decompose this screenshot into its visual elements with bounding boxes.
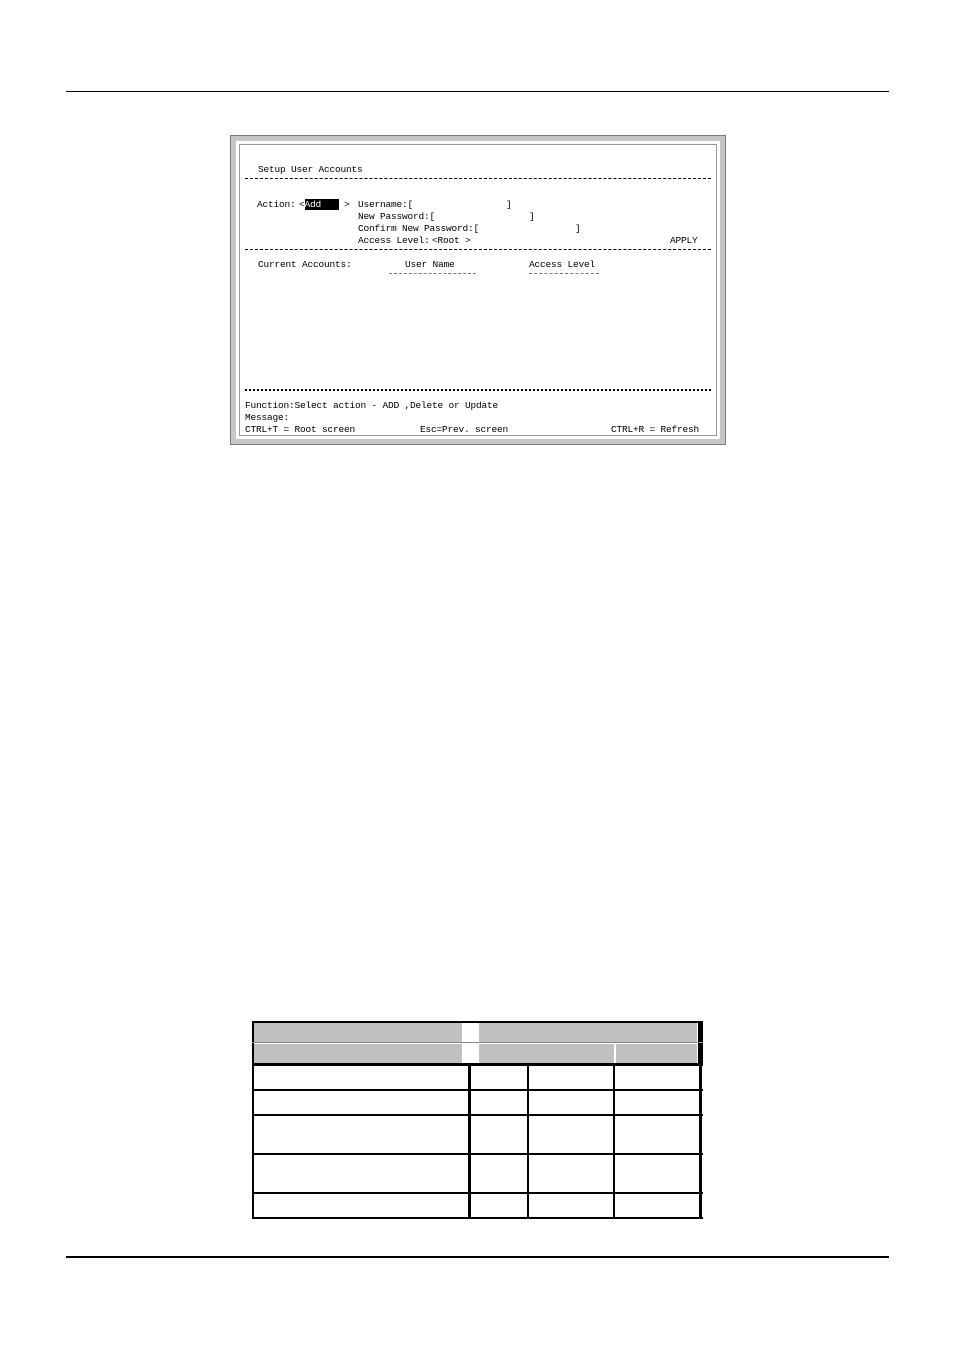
footer-prev-screen: Esc=Prev. screen bbox=[420, 424, 509, 435]
action-label: Action: bbox=[257, 199, 296, 210]
username-close: ] bbox=[506, 199, 512, 210]
table-border bbox=[252, 1021, 703, 1023]
table-header-cell bbox=[254, 1044, 462, 1063]
table-header-cell bbox=[254, 1023, 462, 1042]
table-border bbox=[252, 1021, 254, 1219]
table-column-rule bbox=[527, 1066, 529, 1219]
header-rule bbox=[66, 91, 889, 92]
column-underline bbox=[529, 273, 599, 274]
apply-button[interactable]: APPLY bbox=[670, 235, 698, 246]
table-header-cell bbox=[479, 1023, 697, 1042]
table-rule bbox=[252, 1114, 703, 1116]
table-header-cell bbox=[616, 1044, 697, 1063]
confirm-password-close: ] bbox=[575, 223, 581, 234]
separator-stars bbox=[245, 389, 711, 391]
footer-refresh: CTRL+R = Refresh bbox=[611, 424, 700, 435]
confirm-password-label: Confirm New Password:[ bbox=[358, 223, 480, 234]
table-column-rule bbox=[613, 1066, 615, 1219]
table-rule bbox=[252, 1042, 703, 1043]
separator-line bbox=[245, 178, 711, 179]
action-select[interactable]: <Add > bbox=[299, 199, 350, 210]
table-rule bbox=[252, 1192, 703, 1194]
table-border bbox=[252, 1217, 703, 1219]
table-column-rule bbox=[468, 1066, 471, 1219]
column-header-user-name: User Name bbox=[405, 259, 455, 270]
footer-rule bbox=[66, 1256, 889, 1258]
document-table bbox=[252, 1021, 703, 1219]
current-accounts-label: Current Accounts: bbox=[258, 259, 352, 270]
table-rule-thick bbox=[252, 1063, 703, 1066]
screen-title: Setup User Accounts bbox=[258, 164, 363, 175]
terminal-screen bbox=[239, 144, 717, 436]
message-label: Message: bbox=[245, 412, 290, 423]
table-border bbox=[698, 1021, 703, 1066]
access-level-label: Access Level: bbox=[358, 235, 430, 246]
username-label: Username:[ bbox=[358, 199, 414, 210]
terminal-screenshot bbox=[231, 136, 725, 444]
table-rule bbox=[252, 1153, 703, 1155]
new-password-label: New Password:[ bbox=[358, 211, 436, 222]
access-level-select[interactable]: <Root > bbox=[432, 235, 471, 246]
action-value[interactable]: Add bbox=[305, 199, 339, 210]
function-text: Function:Select action - ADD ,Delete or Update bbox=[245, 400, 499, 411]
column-underline bbox=[389, 273, 476, 274]
separator-line bbox=[245, 249, 711, 250]
footer-root-screen: CTRL+T = Root screen bbox=[245, 424, 356, 435]
new-password-close: ] bbox=[529, 211, 535, 222]
table-rule bbox=[252, 1089, 703, 1091]
table-header-cell bbox=[479, 1044, 614, 1063]
column-header-access-level: Access Level bbox=[529, 259, 596, 270]
